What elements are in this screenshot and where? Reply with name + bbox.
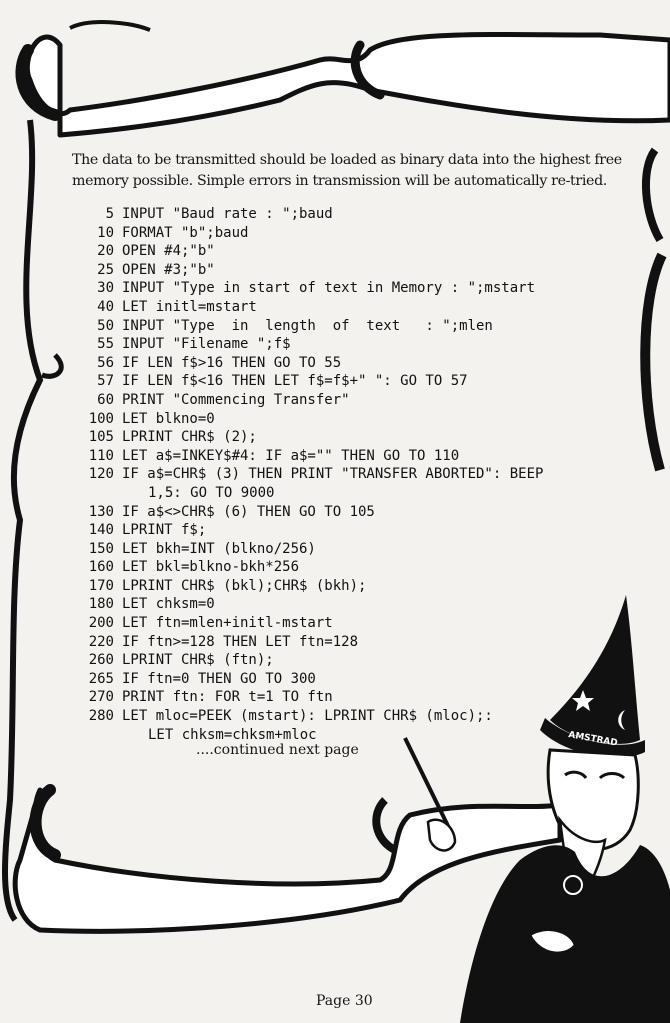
line-code: LET chksm=0 — [122, 596, 215, 613]
line-number: 25 — [97, 261, 114, 278]
line-number: 57 — [97, 373, 114, 390]
line-code: LPRINT CHR$ (2); — [122, 429, 257, 446]
line-number: 180 — [88, 596, 114, 613]
line-code: LPRINT f$; — [122, 522, 207, 539]
line-number: 270 — [88, 689, 114, 706]
program-line — [72, 298, 543, 317]
wizard-illustration — [400, 590, 670, 1023]
line-code: LET a$=INKEY$#4: IF a$="" THEN GO TO 110 — [122, 447, 460, 464]
wand — [405, 738, 450, 830]
line-code: IF a$=CHR$ (3) THEN PRINT "TRANSFER ABORTED": BEEP — [122, 466, 544, 483]
program-line — [72, 447, 543, 466]
line-continuation: LET chksm=chksm+mloc — [148, 726, 317, 743]
line-code: IF LEN f$<16 THEN LET f$=f$+" ": GO TO 57 — [122, 373, 468, 390]
program-line — [72, 224, 543, 243]
line-code: LET bkl=blkno-bkh*256 — [122, 559, 300, 576]
line-code: LET bkh=INT (blkno/256) — [122, 540, 316, 557]
program-line — [72, 558, 543, 577]
program-line — [72, 391, 543, 410]
program-line — [72, 410, 543, 429]
line-code: LPRINT CHR$ (ftn); — [122, 652, 274, 669]
line-number: 120 — [88, 466, 114, 483]
page-number: Page 30 — [316, 993, 373, 1009]
line-number: 56 — [97, 354, 114, 371]
line-code: LET ftn=mlen+initl-mstart — [122, 615, 333, 632]
program-line — [72, 317, 543, 336]
line-number: 5 — [105, 206, 114, 222]
line-number: 10 — [97, 224, 114, 241]
line-code: IF LEN f$>16 THEN GO TO 55 — [122, 354, 342, 371]
program-line — [72, 261, 543, 280]
right-scroll-curl-top — [646, 150, 660, 240]
line-code: PRINT ftn: FOR t=1 TO ftn — [122, 689, 333, 706]
continued-note: ....continued next page — [196, 742, 359, 758]
line-number: 280 — [88, 708, 114, 725]
program-line — [72, 428, 543, 447]
line-code: PRINT "Commencing Transfer" — [122, 391, 350, 408]
line-code: INPUT "Baud rate : ";baud — [122, 206, 333, 222]
intro-line-1: The data to be transmitted should be loaded as binary data into the highest free — [72, 152, 622, 168]
right-scroll-curl-mid — [645, 255, 662, 470]
line-number: 30 — [97, 280, 114, 297]
program-line — [72, 540, 543, 559]
line-number: 200 — [88, 615, 114, 632]
wizard-hat — [550, 595, 640, 744]
line-code: INPUT "Type in length of text : ";mlen — [122, 317, 493, 334]
line-code: IF ftn=0 THEN GO TO 300 — [122, 670, 316, 687]
hat-label: AMSTRAD — [567, 730, 619, 749]
line-number: 220 — [88, 633, 114, 650]
line-number: 150 — [88, 540, 114, 557]
program-line — [72, 242, 543, 261]
program-line — [72, 521, 543, 540]
program-line — [72, 205, 543, 224]
line-number: 105 — [88, 429, 114, 446]
line-number: 60 — [97, 391, 114, 408]
line-number: 100 — [88, 410, 114, 427]
top-scroll-roll — [27, 34, 670, 135]
line-code: IF ftn>=128 THEN LET ftn=128 — [122, 633, 359, 650]
line-code: OPEN #4;"b" — [122, 243, 215, 260]
program-line — [72, 372, 543, 391]
program-line — [72, 335, 543, 354]
line-continuation: 1,5: GO TO 9000 — [148, 484, 275, 501]
program-line — [72, 503, 543, 522]
line-number: 110 — [88, 447, 114, 464]
line-code: OPEN #3;"b" — [122, 261, 215, 278]
line-code: LET blkno=0 — [122, 410, 215, 427]
line-number: 50 — [97, 317, 114, 334]
line-code: FORMAT "b";baud — [122, 224, 249, 241]
program-line — [72, 354, 543, 373]
line-number: 260 — [88, 652, 114, 669]
line-code: IF a$<>CHR$ (6) THEN GO TO 105 — [122, 503, 375, 520]
line-code: INPUT "Filename ";f$ — [122, 336, 291, 353]
program-line — [72, 465, 543, 502]
program-line — [72, 279, 543, 298]
wizard-hand — [428, 820, 455, 851]
line-number: 55 — [97, 336, 114, 353]
line-number: 170 — [88, 577, 114, 594]
line-number: 130 — [88, 503, 114, 520]
line-number: 20 — [97, 243, 114, 260]
line-number: 265 — [88, 670, 114, 687]
line-code: LET initl=mstart — [122, 298, 257, 315]
line-code: LPRINT CHR$ (bkl);CHR$ (bkh); — [122, 577, 367, 594]
line-code: INPUT "Type in start of text in Memory : ";mstart — [122, 280, 536, 297]
line-number: 40 — [97, 298, 114, 315]
line-code: LET mloc=PEEK (mstart): LPRINT CHR$ (mloc);: — [122, 708, 493, 725]
line-number: 140 — [88, 522, 114, 539]
intro-line-2: memory possible. Simple errors in transmission will be automatically re-tried. — [72, 173, 607, 189]
intro-paragraph — [72, 150, 632, 192]
line-number: 160 — [88, 559, 114, 576]
